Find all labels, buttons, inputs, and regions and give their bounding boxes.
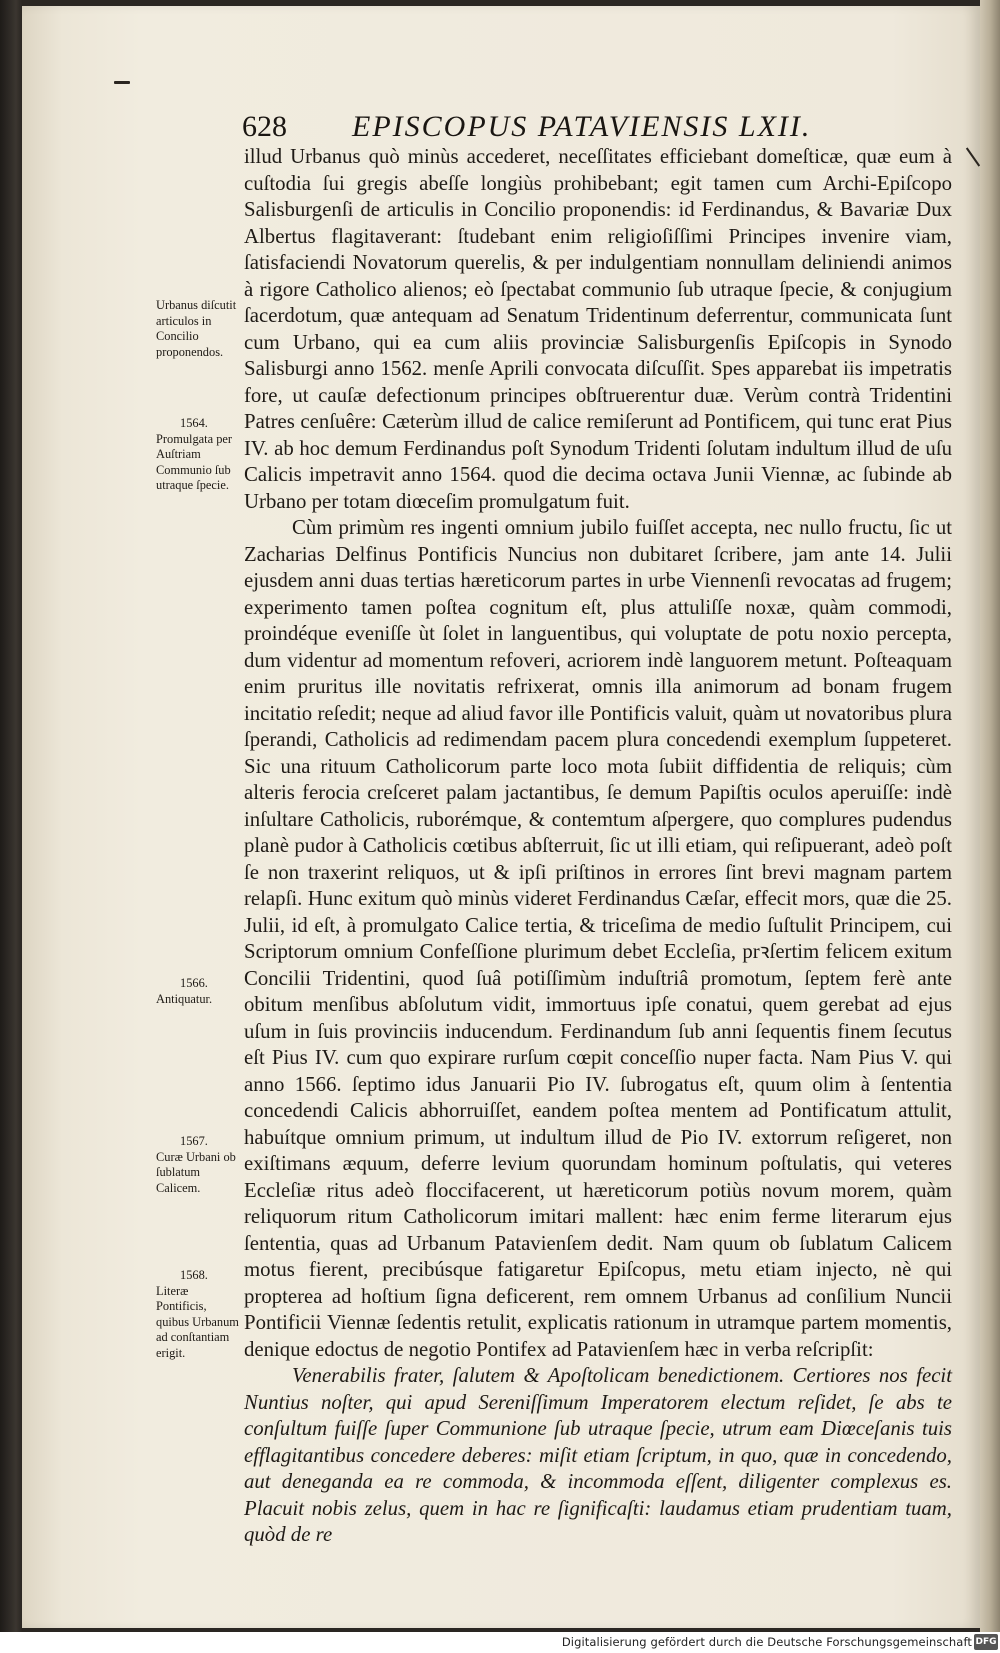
papal-letter-paragraph: Venerabilis frater, ſalutem & Apoſtolicam benedictionem. Certiores nos fecit Nuntius noſter, qui apud Sereniſſimum Imperatorem electum reſidet, ſe abs te conſultum fuiſſe ſuper Communione ſub utraque ſpecie, utrum eam Diœceſanis tuis efflagitantibus concedere deberes: miſit etiam ſcriptum, in quo, quæ in concedendo, aut deneganda ea re commoda, & incommoda eſſent, diligenter complexus es. Placuit nobis zelus, quem in hac re ſignificaſti: laudamus etiam prudentiam tuam, quòd de re [244,1364,952,1546]
marginal-year: 1567. [180,1134,208,1148]
marginal-note-text: Antiquatur. [156,991,213,1006]
digitization-footer [0,1632,1000,1653]
page-header [242,104,942,148]
book-page [22,6,980,1628]
paragraph-1: illud Urbanus quò minùs accederet, neceſſitates efficiebant domeſticæ, quæ eum à cuſtodia ſui gregis abeſſe longiùs prohibebant; egit tamen cum Archi-Epiſcopo Salisburgenſi de articulis in Concilio proponendis: id Ferdinandus, & Bavariæ Dux Albertus flagitaverant: ſtudebant enim religioſiſſimi Principes invenire viam, ſatisfaciendi Novatorum querelis, & per indulgentiam nonnullam deliniendi animos à rigore Catholico alienos; eò ſpectabat communio ſub utraque ſpecie, & conjugium ſacerdotum, quæ antequam ad Senatum Tridentinum deferrentur, communicata ſunt cum Urbano, qui ea cum aliis provinciæ Salisburgenſis Epiſcopis in Synodo Salisburgi anno 1562. menſe Aprili convocata diſcuſſit. Spes apparebat iis impetratis fore, ut cauſæ defectionum principes obſtruerentur duæ. Verùm contrà Tridentini Patres cenſuêre: Cæterùm illud de calice remiſerunt ad Pontificem, qui tunc erat Pius IV. ab hoc demum Ferdinandus poſt Synodum Tridenti ſolutam indultum illud de uſu Calicis impetravit anno 1564. quod die decima octava Junii Viennæ, ac ſubinde ab Urbano per totam diœceſim promulgatum fuit. [244,145,952,513]
dfg-logo-icon: DFG [974,1634,998,1650]
marginal-note-5 [156,1268,242,1362]
page-number: 628 [242,110,287,143]
marginal-note-text: Urbanus diſcutit articulos in Concilio proponendos. [156,298,237,359]
running-title: EPISCOPUS PATAVIENSIS LXII. [352,110,812,143]
paragraph-2: Cùm primùm res ingenti omnium jubilo fuiſſet accepta, nec nullo fructu, ſic ut Zacharias Delfinus Pontificis Nuncius non dubitaret ſcribere, jam ante 14. Julii ejusdem anni duas tertias hæreticorum partes in urbe Viennenſi revocatas ad frugem; experimento tamen poſtea cognitum eſt, plus attuliſſe noxæ, quàm commodi, proindéque eveniſſe ùt ſolet in languentibus, qui voluptate de potu noxio percepta, dum videntur ad momentum refoveri, acriorem indè languorem metunt. Poſteaquam enim pruritus ille novitatis refrixerat, omnis illa animorum ad bonam frugem incitatio reſedit; neque ad aliud favor ille Pontificis valuit, quàm ut novatoribus plura ſperandi, Catholicis ad redimendam pacem plura concedendi exemplum ſuppeteret. Sic una rituum Catholicorum parte loco mota ſubiit diffidentia de reliquis; cùm alteris ferocia creſceret palam jactantibus, ſe demum Papiſtis oculos aperuiſſe: indè inſultare Catholicis, ruborémque, & contemtum aſpergere, quo complures pudendus planè pudor à Catholicis cœtibus abſterruit, ſic ut illi etiam, qui reſipuerant, adeò poſt ſe non traxerint reliquos, ut & ipſi priſtinos in errores ſint brevi magnam partem relapſi. Hunc exitum quò minùs videret Ferdinandus Cæſar, effecit mors, quæ die 25. Julii, id eſt, à promulgato Calice tertia, & triceſima de medio ſuſtulit Principem, cui Scriptorum omnium Confeſſione plurimum debet Eccleſia, prꝛſertim felicem exitum Concilii Tridentini, quod ſuâ potiſſimùm induſtriâ promotum, ſeptem ferè ante obitum menſibus abſolutum vidit, immortuus ipſe conatui, quem gerebat ad ejus uſum in ſuis provinciis inducendum. Ferdinandum ſub anni ſequentis finem ſecutus eſt Pius IV. cum quo expirare rurſum cœpit conceſſio nuper facta. Nam Pius V. qui anno 1566. ſeptimo idus Januarii Pio IV. ſubrogatus eſt, quum olim à ſententia concedendi Calicis abhorruiſſet, eandem poſtea mentem ad Pontificatum attulit, habuítque omnium primum, ut indultum illud de Pio IV. extorrum reſigeret, non exiſtimans æquum, deferre levium quorundam hominum poſtulatis, qui veteres Eccleſiæ ritus adeò floccifacerent, ut hæreticorum potiùs novum morem, quàm reliquorum ritum Catholicorum imitari mallent: hæc enim ferme literarum ejus ſententia, quas ad Urbanum Patavienſem dedit. Nam quum ob ſublatum Calicem motus fierent, precibúsque fatigaretur Epiſcopus, metu etiam injecto, nè qui propterea ad hoſtium ſigna deficerent, rem omnem Urbanus ad conſilium Nuncii Pontificii Viennæ ſedentis retulit, explicatis rationum in utramque partem momentis, denique edoctus de negotio Pontifex ad Patavienſem hæc in verba reſcripſit: [244,516,952,1361]
marginal-note-2 [156,416,242,494]
marginal-note-text: Curæ Urbani ob ſublatum Calicem. [156,1149,236,1195]
ink-stroke-mark [966,147,980,166]
main-text-block [244,144,952,1549]
marginal-note-text: Literæ Pontificis, quibus Urbanum ad conſtantiam erigit. [156,1283,239,1360]
page-stack-edge [980,0,1000,1632]
marginal-year: 1568. [180,1268,208,1282]
marginal-note-text: Promulgata per Auſtriam Communio ſub utraque ſpecie. [156,431,233,493]
ink-dash-mark [114,81,130,84]
marginal-note-4 [156,1134,242,1196]
marginal-year: 1566. [180,976,208,990]
marginal-year: 1564. [180,416,208,430]
marginal-note-3 [156,976,242,1007]
footer-credit: Digitalisierung gefördert durch die Deutsche Forschungsgemeinschaft [561,1635,972,1649]
marginal-note-1 [156,298,242,360]
